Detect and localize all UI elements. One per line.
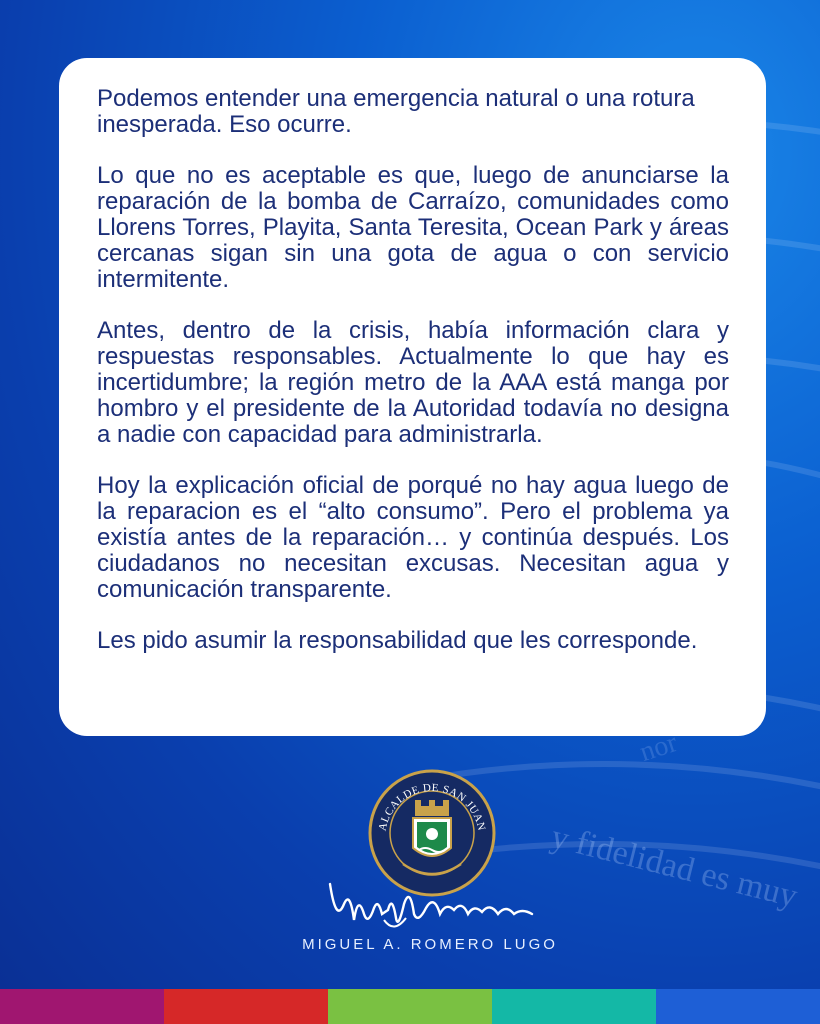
stripe-blue <box>656 989 820 1024</box>
watermark-motto-text: y fidelidad es muy <box>547 818 801 915</box>
signatory-name: MIGUEL A. ROMERO LUGO <box>302 936 558 953</box>
stripe-green <box>328 989 492 1024</box>
color-stripes <box>0 989 820 1024</box>
seal-text: ALCALDE DE SAN JUAN <box>376 781 488 833</box>
statement-text <box>97 86 729 679</box>
statement-paragraph-2: Lo que no es aceptable es que, luego de anunciarse la reparación de la bomba de Carraízo, comunidades como Llorens Torres, Playita, Santa Teresita, Ocean Park y áreas cercanas sigan sin una gota de agua o con servicio intermitente. <box>97 162 729 293</box>
watermark-upper-text: nor <box>635 727 682 769</box>
signature-icon <box>322 874 552 936</box>
stripe-teal <box>492 989 656 1024</box>
statement-paragraph-3: Antes, dentro de la crisis, había información clara y respuestas responsables. Actualmente lo que hay es incertidumbre; la región metro de la AAA está manga por hombro y el presidente de la Autoridad todavía no designa a nadie con capacidad para administrarla. <box>97 317 729 448</box>
stripe-red <box>164 989 328 1024</box>
statement-paragraph-4: Hoy la explicación oficial de porqué no hay agua luego de la reparacion es el “alto consumo”. Pero el problema ya existía antes de la reparación… y continúa después. Los ciudadanos no necesitan excusas. Necesitan agua y comunicación transparente. <box>97 472 729 603</box>
statement-paragraph-5: Les pido asumir la responsabilidad que les corresponde. <box>97 627 698 654</box>
statement-card <box>59 58 766 736</box>
stripe-magenta <box>0 989 164 1024</box>
statement-paragraph-1: Podemos entender una emergencia natural o una rotura inesperada. Eso ocurre. <box>97 85 695 138</box>
